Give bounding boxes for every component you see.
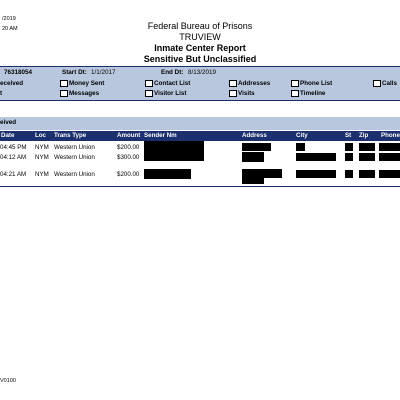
visitor-list-checkbox[interactable] — [145, 90, 153, 97]
col-header-trans-type: Trans Type — [54, 132, 87, 139]
option-addresses: Addresses — [238, 80, 271, 87]
redaction-zip-2 — [359, 153, 375, 161]
end-date-value: 8/13/2019 — [188, 69, 217, 76]
contact-list-checkbox[interactable] — [145, 80, 153, 87]
redaction-address-3b — [242, 178, 264, 184]
redaction-phone-2 — [379, 153, 400, 161]
redaction-address-3a — [242, 169, 282, 178]
row-2-date: 04:12 AM — [0, 154, 27, 161]
visits-checkbox[interactable] — [229, 90, 237, 97]
col-header-sender: Sender Nm — [144, 132, 177, 139]
criteria-top-rule — [0, 66, 400, 67]
row-1-amount: $200.00 — [117, 144, 140, 151]
redaction-sender-1 — [144, 141, 204, 161]
footer-code: V0100 — [0, 378, 16, 384]
print-time: 20 AM — [2, 26, 18, 32]
redaction-phone-1 — [379, 143, 400, 151]
agency-name: Federal Bureau of Prisons — [147, 21, 253, 31]
row-2-amount: $300.00 — [117, 154, 140, 161]
row-3-amount: $200.00 — [117, 171, 140, 178]
row-3-date: 04:21 AM — [0, 171, 27, 178]
option-timeline: Timeline — [300, 90, 326, 97]
redaction-city-3 — [296, 170, 336, 178]
option-phone-list: Phone List — [300, 80, 333, 87]
section-title: eived — [0, 119, 17, 126]
col-header-phone: Phone — [381, 132, 400, 139]
system-name: TRUVIEW — [179, 32, 221, 42]
inmate-id: 76318054 — [4, 69, 33, 76]
option-left-fragment: t — [0, 90, 3, 97]
redaction-state-2 — [345, 153, 353, 161]
col-header-zip: Zip — [359, 132, 369, 139]
col-header-state: St — [345, 132, 352, 139]
option-money-sent: Money Sent — [69, 80, 105, 87]
calls-checkbox[interactable] — [373, 80, 381, 87]
timeline-checkbox[interactable] — [291, 90, 299, 97]
col-header-loc: Loc — [35, 132, 47, 139]
option-contact-list: Contact List — [154, 80, 191, 87]
col-header-amount: Amount — [117, 132, 141, 139]
redaction-address-2 — [242, 152, 264, 162]
row-1-date: 04:45 PM — [0, 144, 27, 151]
table-bottom-rule — [0, 186, 400, 187]
row-3-loc: NYM — [35, 171, 49, 178]
print-date: /2019 — [2, 16, 16, 22]
row-1-loc: NYM — [35, 144, 49, 151]
addresses-checkbox[interactable] — [229, 80, 237, 87]
redaction-state-1 — [345, 143, 353, 151]
col-header-city: City — [296, 132, 308, 139]
row-1-type: Western Union — [54, 144, 95, 151]
report-title: Inmate Center Report — [154, 43, 246, 53]
redaction-sender-3 — [144, 169, 191, 179]
start-date-value: 1/1/2017 — [91, 69, 116, 76]
redaction-zip-3 — [359, 170, 375, 178]
redaction-city-1 — [296, 143, 305, 151]
col-header-address: Address — [242, 132, 267, 139]
classification-label: Sensitive But Unclassified — [143, 54, 257, 64]
messages-checkbox[interactable] — [60, 90, 68, 97]
option-visits: Visits — [238, 90, 255, 97]
section-band — [0, 117, 400, 130]
row-3-type: Western Union — [54, 171, 95, 178]
redaction-address-1 — [242, 143, 271, 151]
row-2-loc: NYM — [35, 154, 49, 161]
col-header-date: Date — [1, 132, 15, 139]
option-visitor-list: Visitor List — [154, 90, 187, 97]
option-messages: Messages — [69, 90, 100, 97]
phone-list-checkbox[interactable] — [291, 80, 299, 87]
redaction-state-3 — [345, 170, 353, 178]
start-date-label: Start Dt: — [62, 69, 87, 76]
redaction-zip-1 — [359, 143, 375, 151]
end-date-label: End Dt: — [161, 69, 184, 76]
row-2-type: Western Union — [54, 154, 95, 161]
option-received: eceived — [0, 80, 24, 87]
option-calls: Calls — [382, 80, 398, 87]
redaction-city-2 — [296, 153, 336, 161]
criteria-bottom-rule — [0, 100, 400, 101]
money-sent-checkbox[interactable] — [60, 80, 68, 87]
redaction-phone-3 — [379, 170, 400, 178]
